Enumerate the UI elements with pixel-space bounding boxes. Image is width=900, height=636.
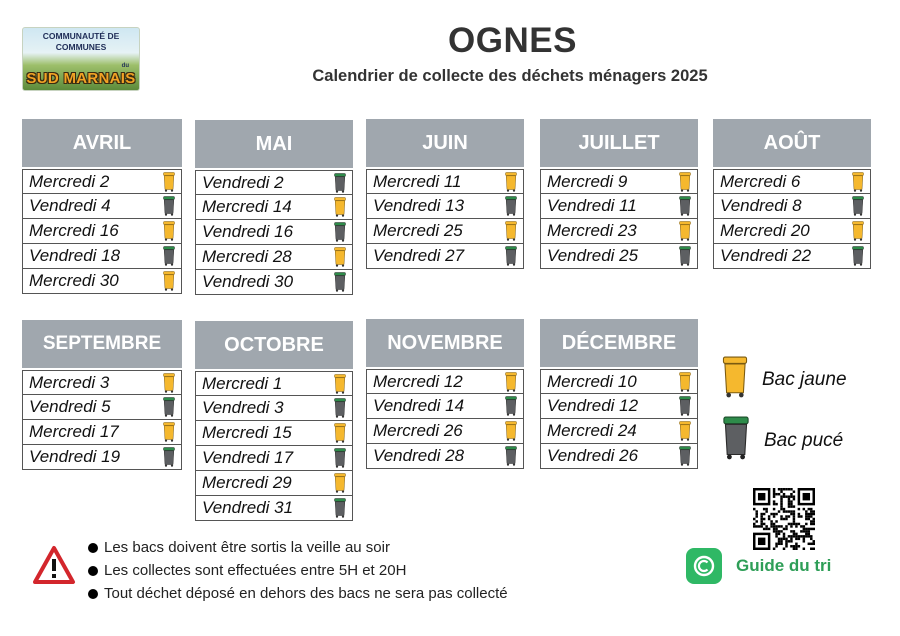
chip-bin-icon: [679, 446, 691, 466]
collection-day-label: Mercredi 30: [29, 271, 119, 290]
chip-bin-icon: [679, 246, 691, 266]
yellow-bin-icon: [505, 172, 517, 192]
chip-bin-icon: [163, 397, 175, 417]
chip-bin-icon: [334, 448, 346, 468]
month-block: [540, 319, 698, 469]
collection-day-row: [540, 369, 698, 394]
note-text: Les bacs doivent être sortis la veille au soir: [104, 539, 390, 556]
yellow-bin-icon: [163, 271, 175, 291]
chip-bin-icon: [334, 398, 346, 418]
collection-day-row: [366, 394, 524, 419]
month-block: [195, 321, 353, 521]
community-logo: [22, 27, 140, 91]
collection-day-row: [22, 219, 182, 244]
collection-day-label: Mercredi 2: [29, 171, 110, 191]
month-header: MAI: [195, 120, 353, 168]
collection-day-row: [540, 444, 698, 469]
collection-day-label: Vendredi 30: [202, 272, 294, 291]
collection-day-label: Vendredi 18: [29, 246, 121, 265]
month-header: JUILLET: [540, 119, 698, 167]
collection-day-row: [22, 194, 182, 219]
collection-day-label: Vendredi 2: [202, 172, 284, 192]
yellow-bin-icon: [679, 421, 691, 441]
collection-day-label: Mercredi 29: [202, 473, 292, 492]
collection-day-label: Vendredi 3: [202, 398, 284, 417]
chip-bin-icon: [334, 222, 346, 242]
collection-day-label: Mercredi 3: [29, 372, 110, 392]
chip-bin-icon: [505, 196, 517, 216]
collection-day-label: Mercredi 10: [547, 371, 637, 391]
yellow-bin-icon: [852, 221, 864, 241]
chip-bin-icon: [679, 196, 691, 216]
chip-bin-icon: [505, 396, 517, 416]
month-block: [195, 120, 353, 295]
legend-label-jaune: Bac jaune: [762, 368, 847, 390]
collection-day-label: Vendredi 22: [720, 246, 812, 265]
chip-bin-icon: [679, 396, 691, 416]
collection-day-row: [540, 244, 698, 269]
month-header: DÉCEMBRE: [540, 319, 698, 367]
collection-day-row: [195, 446, 353, 471]
month-block: [22, 119, 182, 294]
collection-day-row: [195, 371, 353, 396]
collection-day-label: Mercredi 1: [202, 373, 283, 393]
month-block: [540, 119, 698, 269]
collection-day-row: [366, 444, 524, 469]
yellow-bin-icon: [163, 373, 175, 393]
chip-bin-icon: [163, 196, 175, 216]
chip-bin-icon: [852, 196, 864, 216]
collection-day-row: [713, 169, 871, 194]
collection-day-row: [540, 219, 698, 244]
yellow-bin-icon: [163, 221, 175, 241]
collection-day-row: [195, 396, 353, 421]
collection-day-row: [22, 420, 182, 445]
collection-day-label: Vendredi 28: [373, 446, 465, 465]
yellow-bin-icon: [334, 197, 346, 217]
note-text: Tout déchet déposé en dehors des bacs ne sera pas collecté: [104, 585, 508, 602]
collection-day-row: [195, 220, 353, 245]
collection-day-row: [195, 496, 353, 521]
month-header: AOÛT: [713, 119, 871, 167]
month-header: SEPTEMBRE: [22, 320, 182, 368]
note-item: [88, 536, 508, 559]
collection-day-row: [195, 245, 353, 270]
legend-label-puce: Bac pucé: [764, 429, 844, 451]
month-header: AVRIL: [22, 119, 182, 167]
yellow-bin-icon: [505, 421, 517, 441]
logo-line-3: du: [121, 63, 129, 69]
chip-bin-icon: [334, 173, 346, 193]
collection-day-label: Mercredi 9: [547, 171, 628, 191]
month-block: [366, 319, 524, 469]
collection-day-label: Vendredi 16: [202, 222, 294, 241]
yellow-bin-icon: [334, 423, 346, 443]
note-item: [88, 582, 508, 605]
collection-day-row: [22, 269, 182, 294]
collection-day-row: [366, 169, 524, 194]
logo-line-1: COMMUNAUTÉ DE: [42, 31, 120, 41]
month-block: [22, 320, 182, 470]
chip-bin-icon: [505, 246, 517, 266]
collection-day-label: Vendredi 25: [547, 246, 639, 265]
note-text: Les collectes sont effectuées entre 5H et 20H: [104, 562, 407, 579]
collection-day-label: Vendredi 12: [547, 396, 639, 415]
yellow-bin-icon: [334, 473, 346, 493]
collection-day-label: Mercredi 23: [547, 221, 637, 240]
collection-day-label: Mercredi 12: [373, 371, 463, 391]
collection-day-row: [366, 194, 524, 219]
collection-day-label: Vendredi 5: [29, 397, 111, 416]
collection-day-label: Mercredi 20: [720, 221, 810, 240]
collection-day-label: Mercredi 24: [547, 421, 637, 440]
note-item: [88, 559, 508, 582]
chip-bin-icon: [505, 446, 517, 466]
chip-bin-icon: [722, 416, 750, 465]
collection-day-row: [366, 219, 524, 244]
collection-day-row: [540, 394, 698, 419]
legend-item-puce: [722, 416, 843, 465]
collection-day-row: [195, 471, 353, 496]
yellow-bin-icon: [505, 221, 517, 241]
collection-day-row: [366, 369, 524, 394]
collection-day-row: [195, 170, 353, 195]
collection-day-row: [195, 421, 353, 446]
yellow-bin-icon: [163, 172, 175, 192]
collection-day-row: [22, 169, 182, 194]
collection-day-row: [22, 445, 182, 470]
yellow-bin-icon: [852, 172, 864, 192]
collection-day-row: [22, 395, 182, 420]
warning-icon: [32, 545, 76, 585]
collection-day-label: Vendredi 8: [720, 196, 802, 215]
collection-day-label: Mercredi 25: [373, 221, 463, 240]
collection-day-label: Mercredi 15: [202, 423, 292, 442]
yellow-bin-icon: [334, 374, 346, 394]
month-header: OCTOBRE: [195, 321, 353, 369]
yellow-bin-icon: [679, 372, 691, 392]
collection-day-row: [366, 244, 524, 269]
collection-day-label: Vendredi 26: [547, 446, 639, 465]
month-block: [713, 119, 871, 269]
guide-du-tri-label: Guide du tri: [736, 556, 832, 575]
chip-bin-icon: [163, 246, 175, 266]
page-subtitle: Calendrier de collecte des déchets ménagers 2025: [312, 67, 708, 85]
logo-line-2: COMMUNES: [55, 42, 107, 52]
collection-day-label: Vendredi 4: [29, 196, 111, 215]
collection-day-row: [713, 244, 871, 269]
collection-day-label: Mercredi 16: [29, 221, 119, 240]
collection-day-label: Vendredi 17: [202, 448, 294, 467]
collection-day-label: Vendredi 19: [29, 447, 121, 466]
collection-day-label: Mercredi 14: [202, 197, 292, 216]
collection-day-label: Mercredi 6: [720, 171, 801, 191]
collection-day-row: [713, 219, 871, 244]
collection-day-label: Vendredi 31: [202, 498, 294, 517]
logo-line-4: SUD MARNAIS: [26, 70, 136, 87]
chip-bin-icon: [163, 447, 175, 467]
collection-day-row: [540, 419, 698, 444]
collection-day-label: Mercredi 17: [29, 422, 119, 441]
qr-code-icon[interactable]: [753, 488, 815, 550]
collection-notes: [88, 536, 508, 605]
yellow-bin-icon: [679, 221, 691, 241]
collection-day-label: Vendredi 11: [547, 196, 637, 215]
guide-du-tri-link[interactable]: [686, 548, 831, 584]
month-header: NOVEMBRE: [366, 319, 524, 367]
month-header: JUIN: [366, 119, 524, 167]
chip-bin-icon: [334, 498, 346, 518]
yellow-bin-icon: [334, 247, 346, 267]
collection-day-label: Vendredi 14: [373, 396, 465, 415]
guide-du-tri-icon: [686, 548, 722, 584]
yellow-bin-icon: [679, 172, 691, 192]
collection-day-row: [22, 244, 182, 269]
collection-day-row: [540, 169, 698, 194]
collection-day-label: Vendredi 27: [373, 246, 465, 265]
collection-day-label: Mercredi 28: [202, 247, 292, 266]
yellow-bin-icon: [505, 372, 517, 392]
page-title: OGNES: [448, 21, 577, 60]
collection-day-row: [195, 195, 353, 220]
collection-day-row: [195, 270, 353, 295]
yellow-bin-icon: [163, 422, 175, 442]
collection-day-row: [540, 194, 698, 219]
collection-day-label: Mercredi 26: [373, 421, 463, 440]
collection-day-label: Mercredi 11: [373, 171, 462, 191]
legend-item-jaune: [722, 356, 847, 403]
collection-day-row: [22, 370, 182, 395]
collection-day-row: [366, 419, 524, 444]
chip-bin-icon: [852, 246, 864, 266]
month-block: [366, 119, 524, 269]
yellow-bin-icon: [722, 356, 748, 403]
collection-day-row: [713, 194, 871, 219]
chip-bin-icon: [334, 272, 346, 292]
collection-day-label: Vendredi 13: [373, 196, 465, 215]
